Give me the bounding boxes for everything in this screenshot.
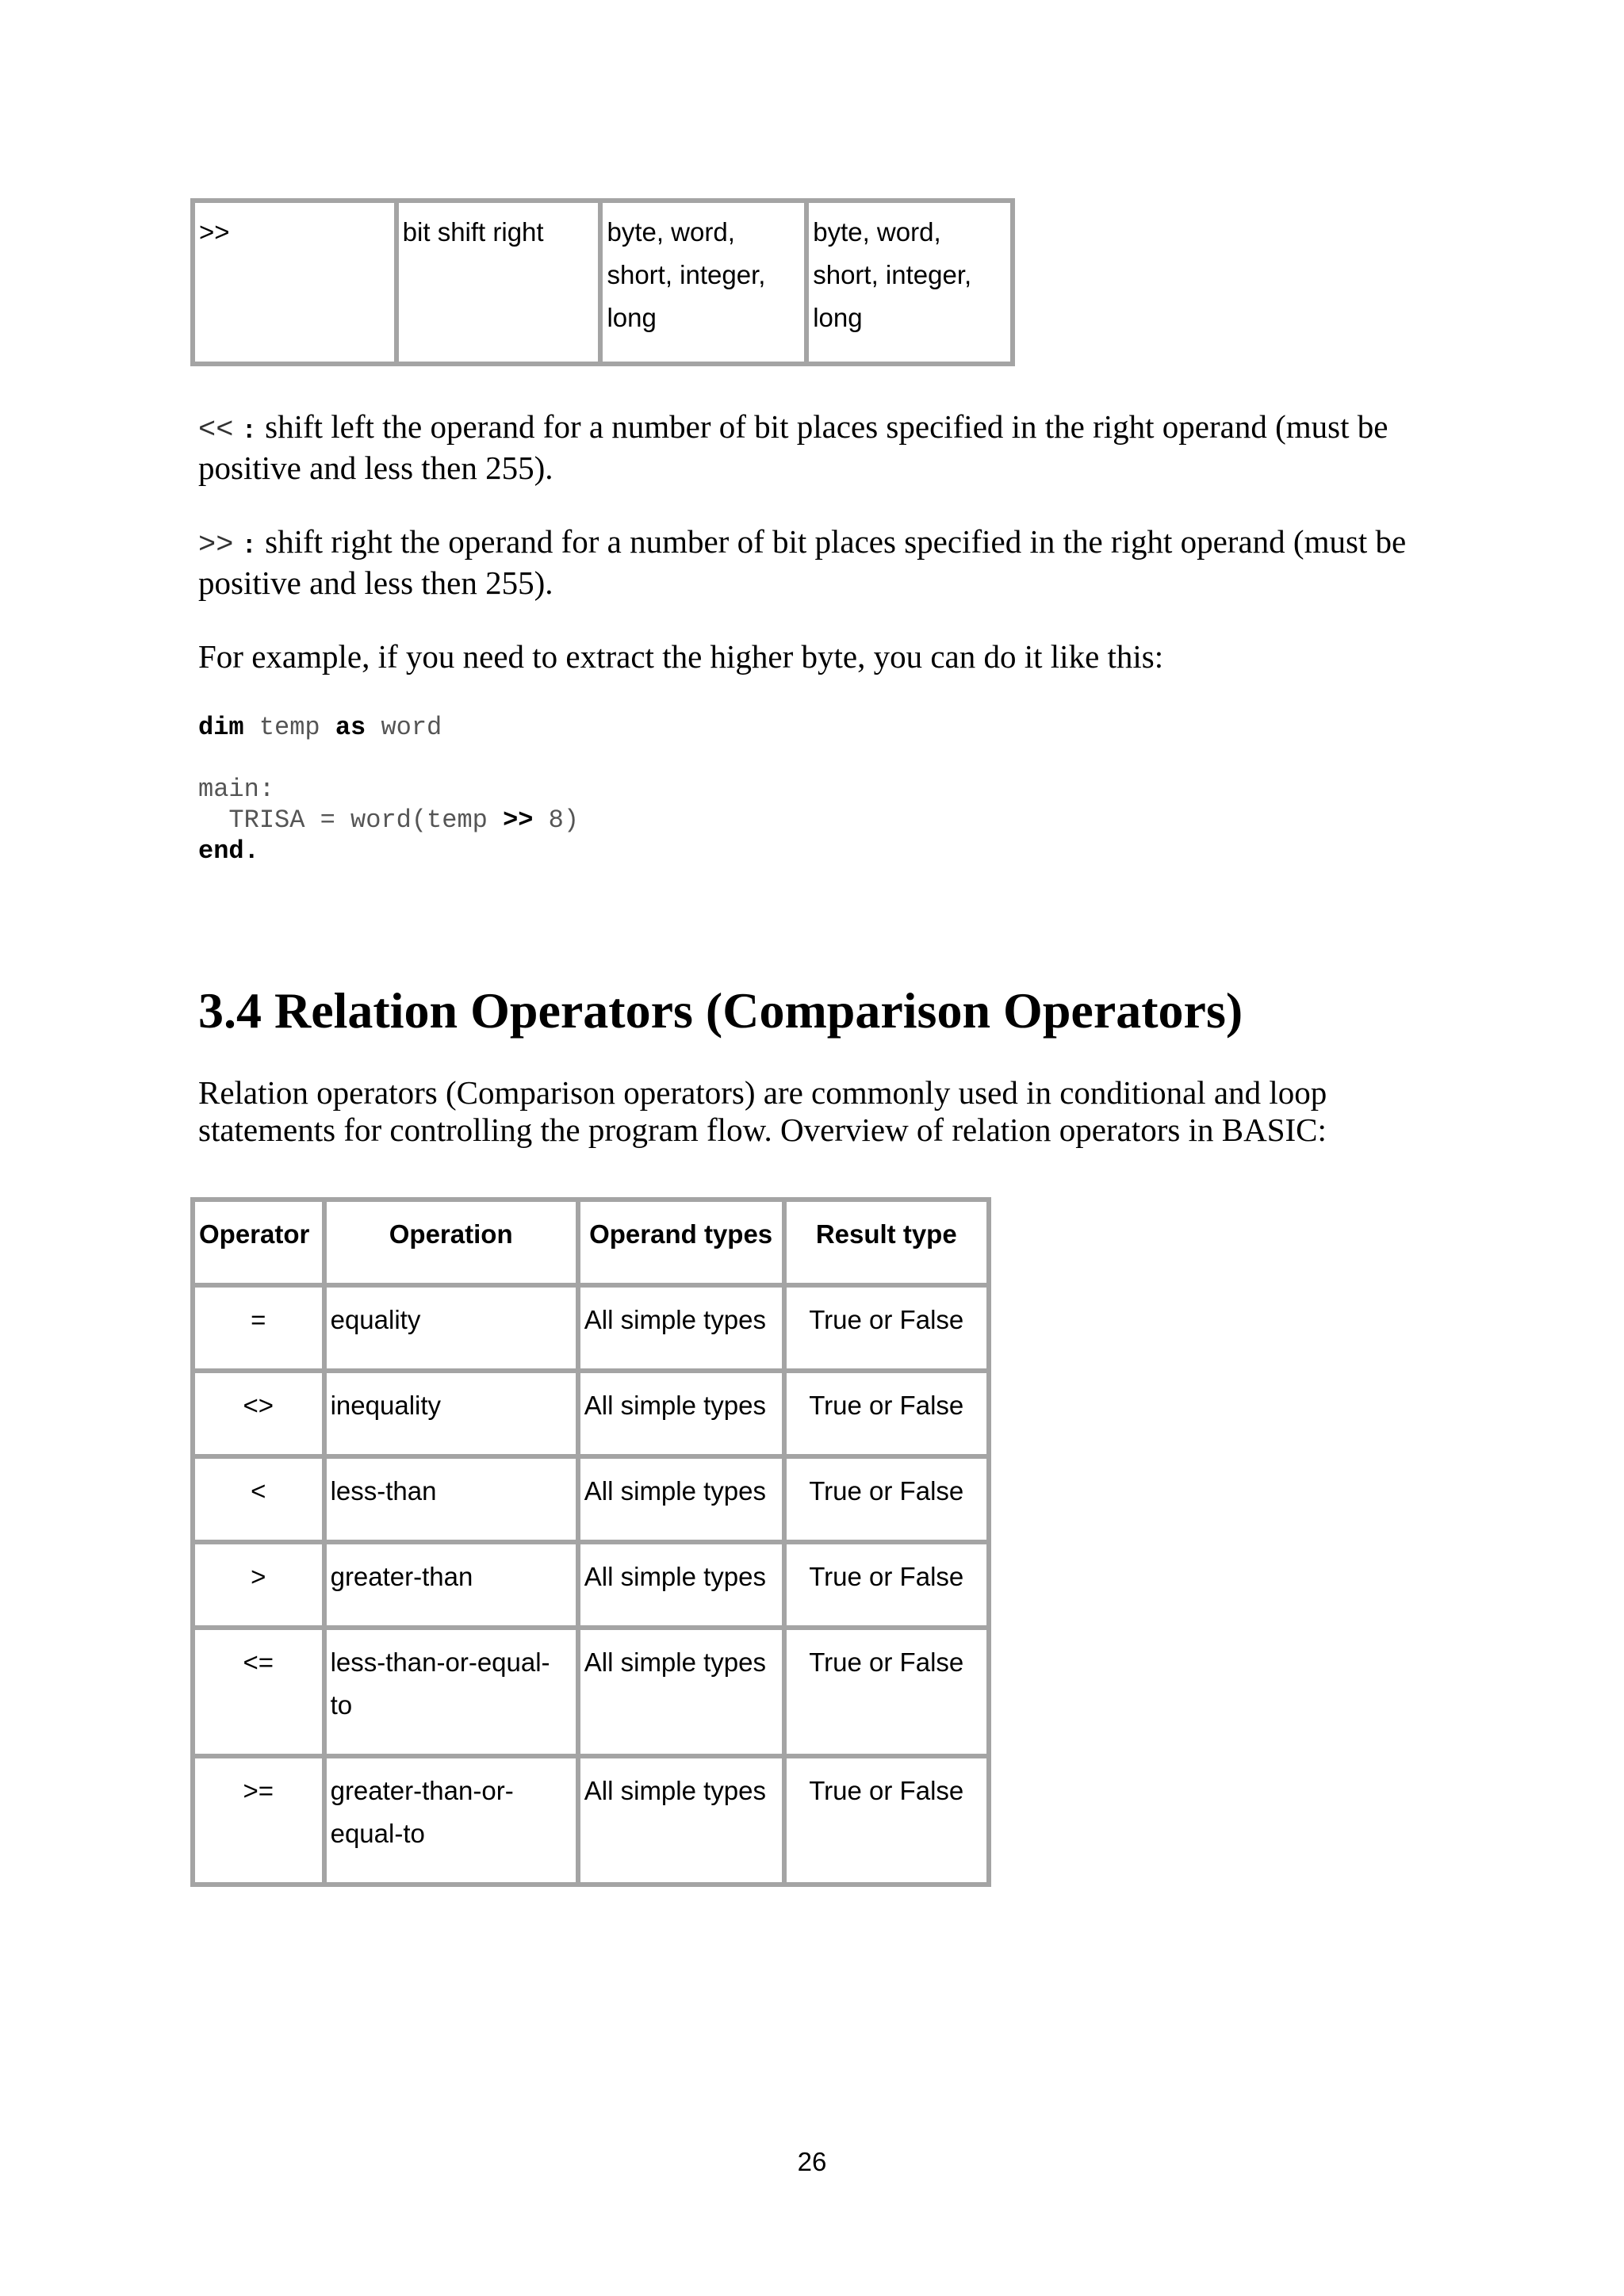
result-type-cell: True or False <box>784 1371 989 1456</box>
table-row <box>193 201 1013 364</box>
operator-cell: >= <box>193 1756 324 1885</box>
table-row <box>193 1371 989 1456</box>
shift-left-text: shift left the operand for a number of bit places specified in the right operand (must be positive and less then 255). <box>198 408 1388 486</box>
operator-cell: <= <box>193 1628 324 1756</box>
operation-cell: less-than <box>324 1456 578 1542</box>
shift-right-operator: >> <box>198 529 234 562</box>
operand-types-cell: All simple types <box>578 1756 784 1885</box>
result-type-cell: True or False <box>784 1628 989 1756</box>
operator-cell: <> <box>193 1371 324 1456</box>
operand-types-cell: All simple types <box>578 1285 784 1371</box>
operand-types-cell: All simple types <box>578 1628 784 1756</box>
example-intro: For example, if you need to extract the higher byte, you can do it like this: <box>198 638 1164 675</box>
operand-types-cell: All simple types <box>578 1542 784 1628</box>
operand-types-cell: byte, word, short, integer, long <box>600 201 806 364</box>
result-type-cell: True or False <box>784 1756 989 1885</box>
operation-cell: bit shift right <box>396 201 601 364</box>
operator-cell: >> <box>193 201 396 364</box>
code-block <box>198 712 579 867</box>
shift-left-operator: << <box>198 414 234 447</box>
operation-cell: inequality <box>324 1371 578 1456</box>
table-row <box>193 1285 989 1371</box>
column-header: Operand types <box>578 1200 784 1285</box>
code-operator: >> <box>503 806 534 835</box>
page-number: 26 <box>797 2147 827 2176</box>
operation-cell: equality <box>324 1285 578 1371</box>
operand-types-cell: All simple types <box>578 1371 784 1456</box>
operation-cell: greater-than-or-equal-to <box>324 1756 578 1885</box>
column-header: Operation <box>324 1200 578 1285</box>
section-intro: Relation operators (Comparison operators) are commonly used in conditional and loop statements for controlling the program flow. Overview of relation operators in BASIC: <box>198 1074 1327 1148</box>
separator-colon: : <box>241 531 257 561</box>
bitshift-table <box>190 198 1015 366</box>
operator-cell: > <box>193 1542 324 1628</box>
table-row <box>193 1628 989 1756</box>
result-type-cell: byte, word, short, integer, long <box>806 201 1013 364</box>
table-row <box>193 1456 989 1542</box>
shift-right-description <box>198 523 1435 602</box>
code-keyword: as <box>335 713 366 742</box>
operand-types-cell: All simple types <box>578 1456 784 1542</box>
column-header: Operator <box>193 1200 324 1285</box>
result-type-cell: True or False <box>784 1285 989 1371</box>
section-heading: 3.4 Relation Operators (Comparison Operators) <box>198 982 1243 1039</box>
operation-cell: less-than-or-equal-to <box>324 1628 578 1756</box>
shift-left-description <box>198 408 1435 487</box>
code-line: TRISA = word(temp >> 8) <box>198 806 580 835</box>
shift-right-text: shift right the operand for a number of bit places specified in the right operand (must be positive and less then 255). <box>198 523 1407 601</box>
column-header: Result type <box>784 1200 989 1285</box>
code-line: dim temp as word <box>198 713 442 742</box>
separator-colon: : <box>241 416 257 446</box>
table-row <box>193 1756 989 1885</box>
table-row <box>193 1542 989 1628</box>
operator-cell: < <box>193 1456 324 1542</box>
operation-cell: greater-than <box>324 1542 578 1628</box>
result-type-cell: True or False <box>784 1542 989 1628</box>
relation-operators-table <box>190 1197 991 1887</box>
result-type-cell: True or False <box>784 1456 989 1542</box>
table-header-row <box>193 1200 989 1285</box>
code-line: end. <box>198 836 259 866</box>
code-keyword: dim <box>198 713 244 742</box>
operator-cell: = <box>193 1285 324 1371</box>
code-line: main: <box>198 775 275 804</box>
